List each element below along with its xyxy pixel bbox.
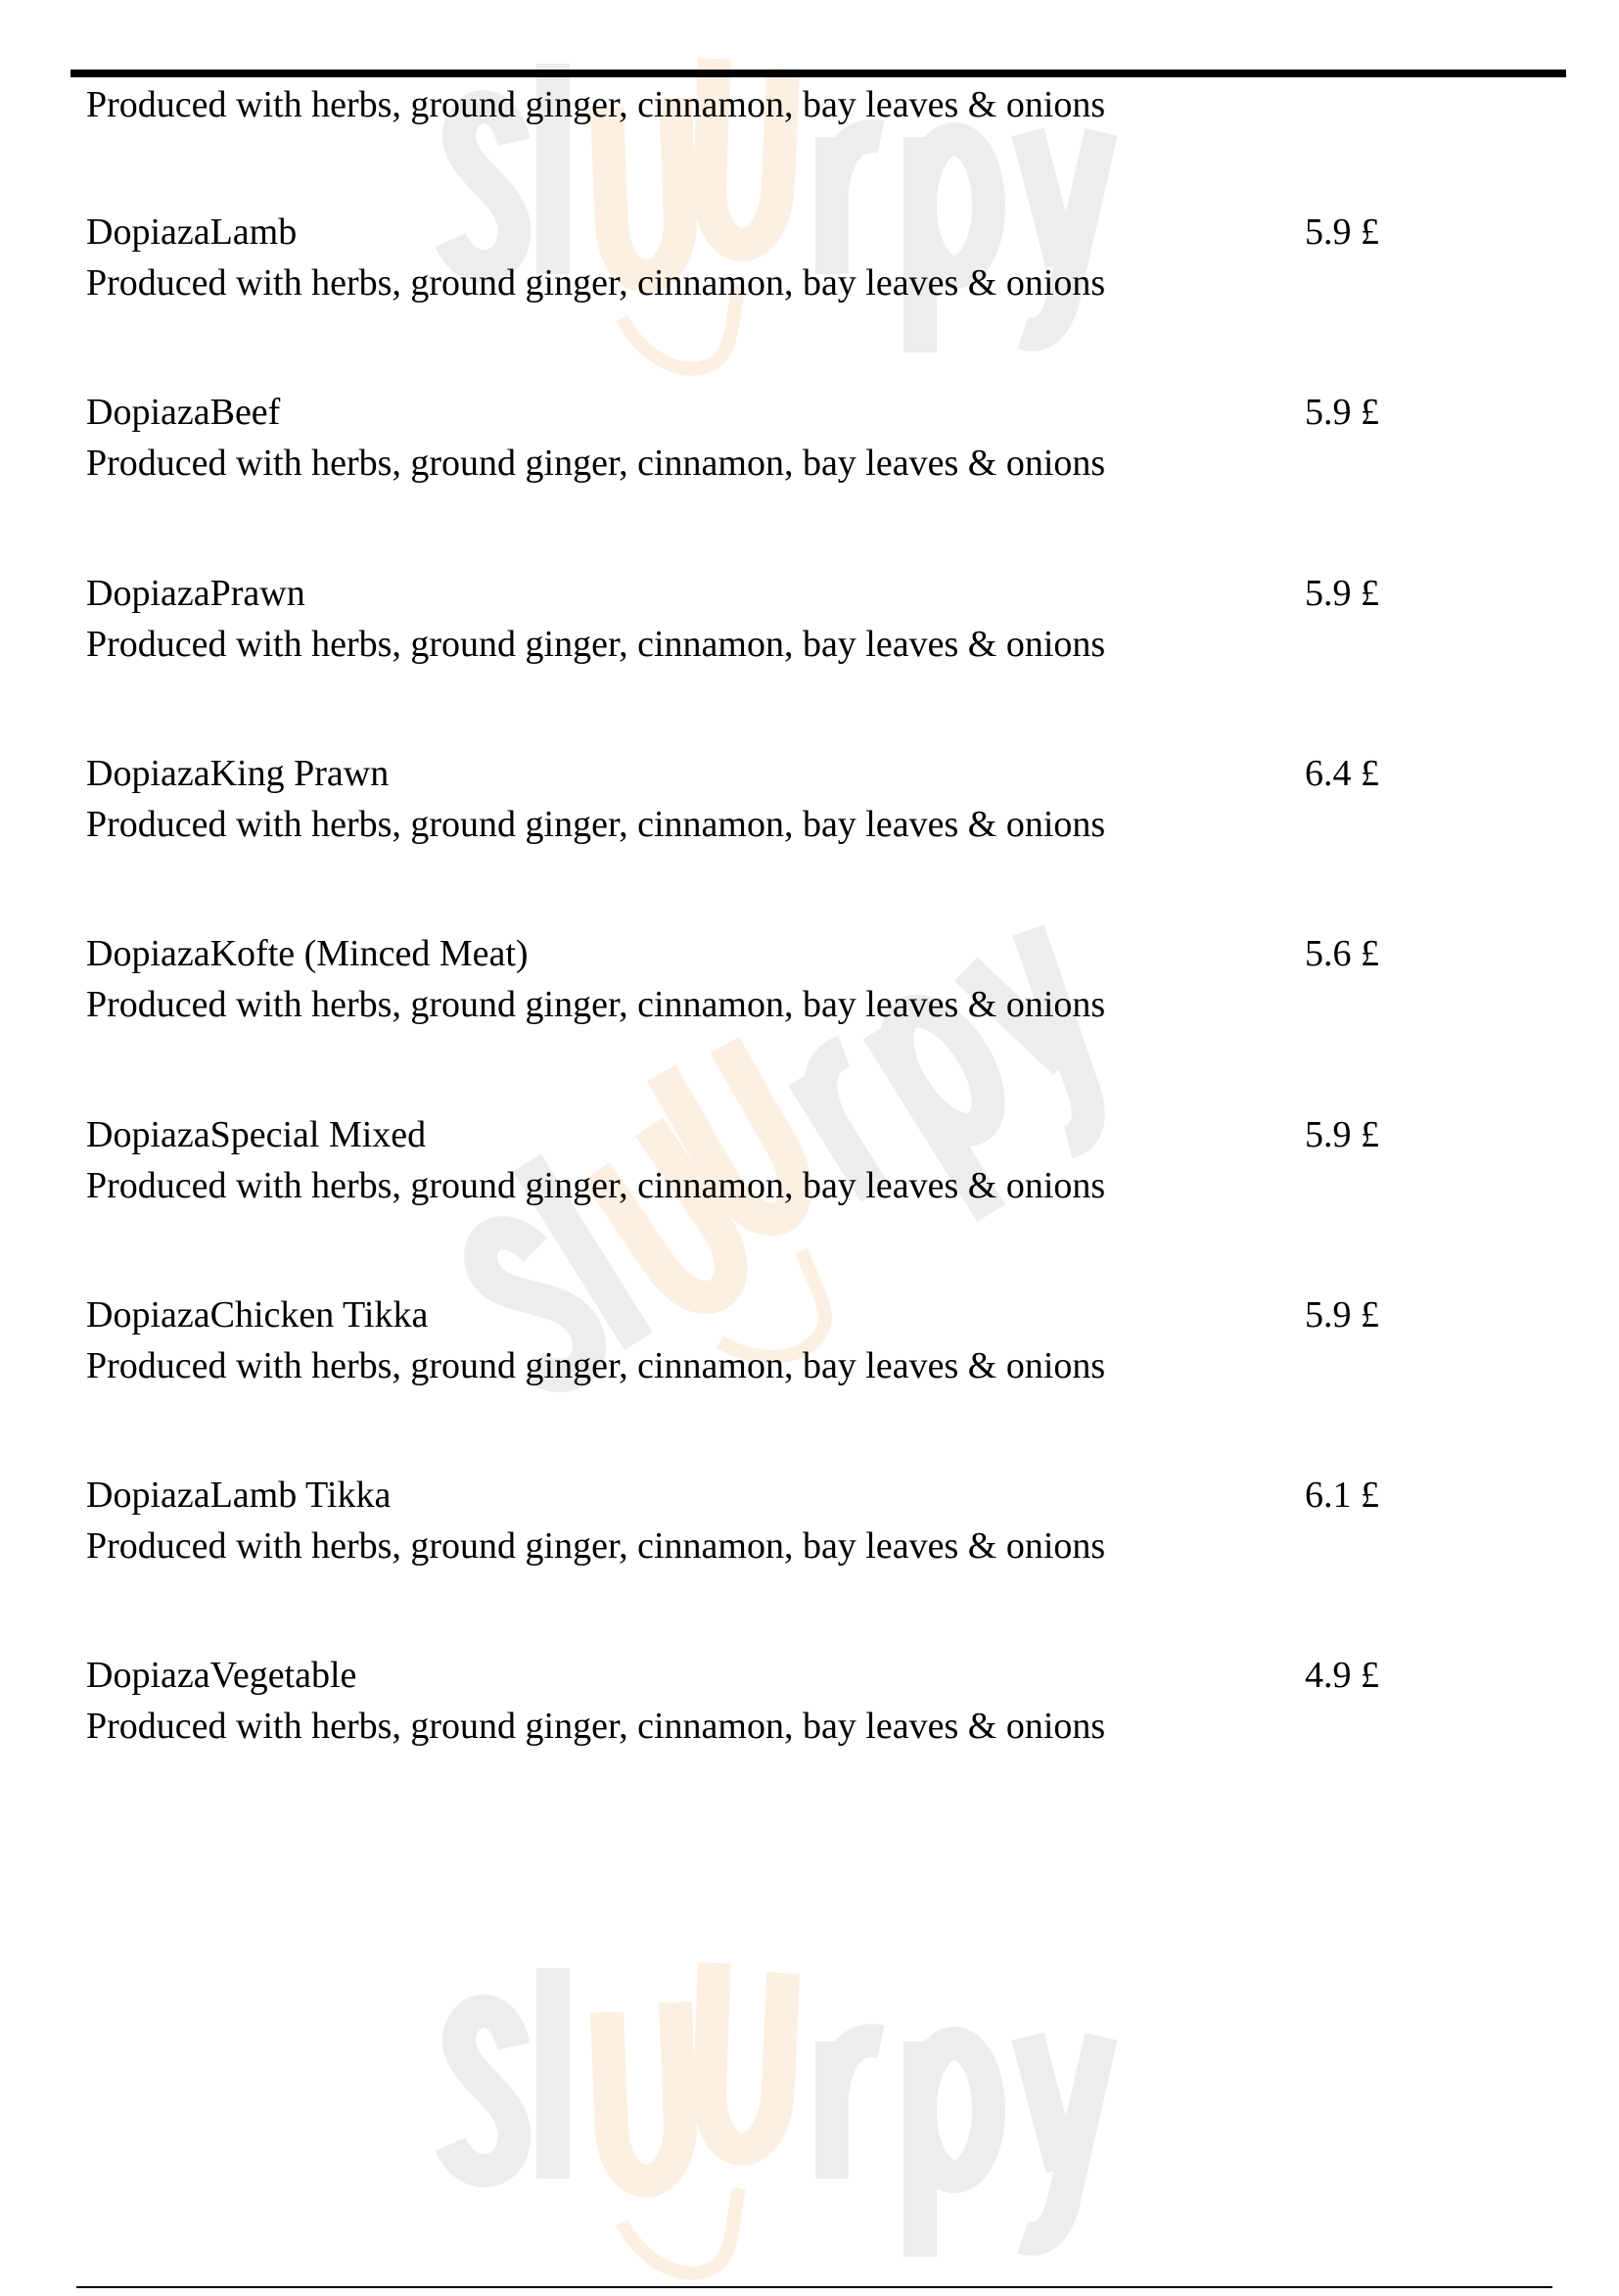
menu-item-price: 5.9 £	[1305, 1113, 1379, 1155]
menu-item-price: 5.9 £	[1305, 392, 1379, 434]
menu-item-name: DopiazaLamb	[86, 211, 298, 253]
continued-item-description: Produced with herbs, ground ginger, cinnamon, bay leaves & onions	[86, 84, 1106, 125]
menu-item-description: Produced with herbs, ground ginger, cinnamon, bay leaves & onions	[86, 984, 1106, 1026]
menu-item-name: DopiazaLamb Tikka	[86, 1475, 392, 1517]
menu-item-description: Produced with herbs, ground ginger, cinnamon, bay leaves & onions	[86, 1706, 1106, 1748]
menu-item-description: Produced with herbs, ground ginger, cinnamon, bay leaves & onions	[86, 1525, 1106, 1568]
menu-item-description: Produced with herbs, ground ginger, cinnamon, bay leaves & onions	[86, 1164, 1106, 1206]
menu-item-name: DopiazaSpecial Mixed	[86, 1113, 427, 1155]
menu-item-description: Produced with herbs, ground ginger, cinnamon, bay leaves & onions	[86, 262, 1106, 304]
menu-item-price: 5.9 £	[1305, 572, 1379, 614]
menu-item-price: 5.6 £	[1305, 933, 1379, 975]
menu-item-description: Produced with herbs, ground ginger, cinnamon, bay leaves & onions	[86, 623, 1106, 665]
menu-item-price: 5.9 £	[1305, 1293, 1379, 1335]
menu-item-description: Produced with herbs, ground ginger, cinnamon, bay leaves & onions	[86, 443, 1106, 485]
bottom-divider	[76, 2286, 1552, 2288]
menu-item-name: DopiazaBeef	[86, 392, 281, 434]
menu-item-name: DopiazaKing Prawn	[86, 752, 390, 794]
menu-item-name: DopiazaKofte (Minced Meat)	[86, 933, 529, 975]
menu-item-name: DopiazaChicken Tikka	[86, 1293, 429, 1335]
menu-item-description: Produced with herbs, ground ginger, cinnamon, bay leaves & onions	[86, 803, 1106, 845]
menu-item-price: 5.9 £	[1305, 211, 1379, 253]
menu-item-description: Produced with herbs, ground ginger, cinnamon, bay leaves & onions	[86, 1344, 1106, 1386]
menu-item-price: 4.9 £	[1305, 1655, 1379, 1697]
menu-item-price: 6.4 £	[1305, 752, 1379, 794]
menu-item-name: DopiazaPrawn	[86, 572, 305, 614]
menu-item-price: 6.1 £	[1305, 1475, 1379, 1517]
menu-item-name: DopiazaVegetable	[86, 1655, 357, 1697]
